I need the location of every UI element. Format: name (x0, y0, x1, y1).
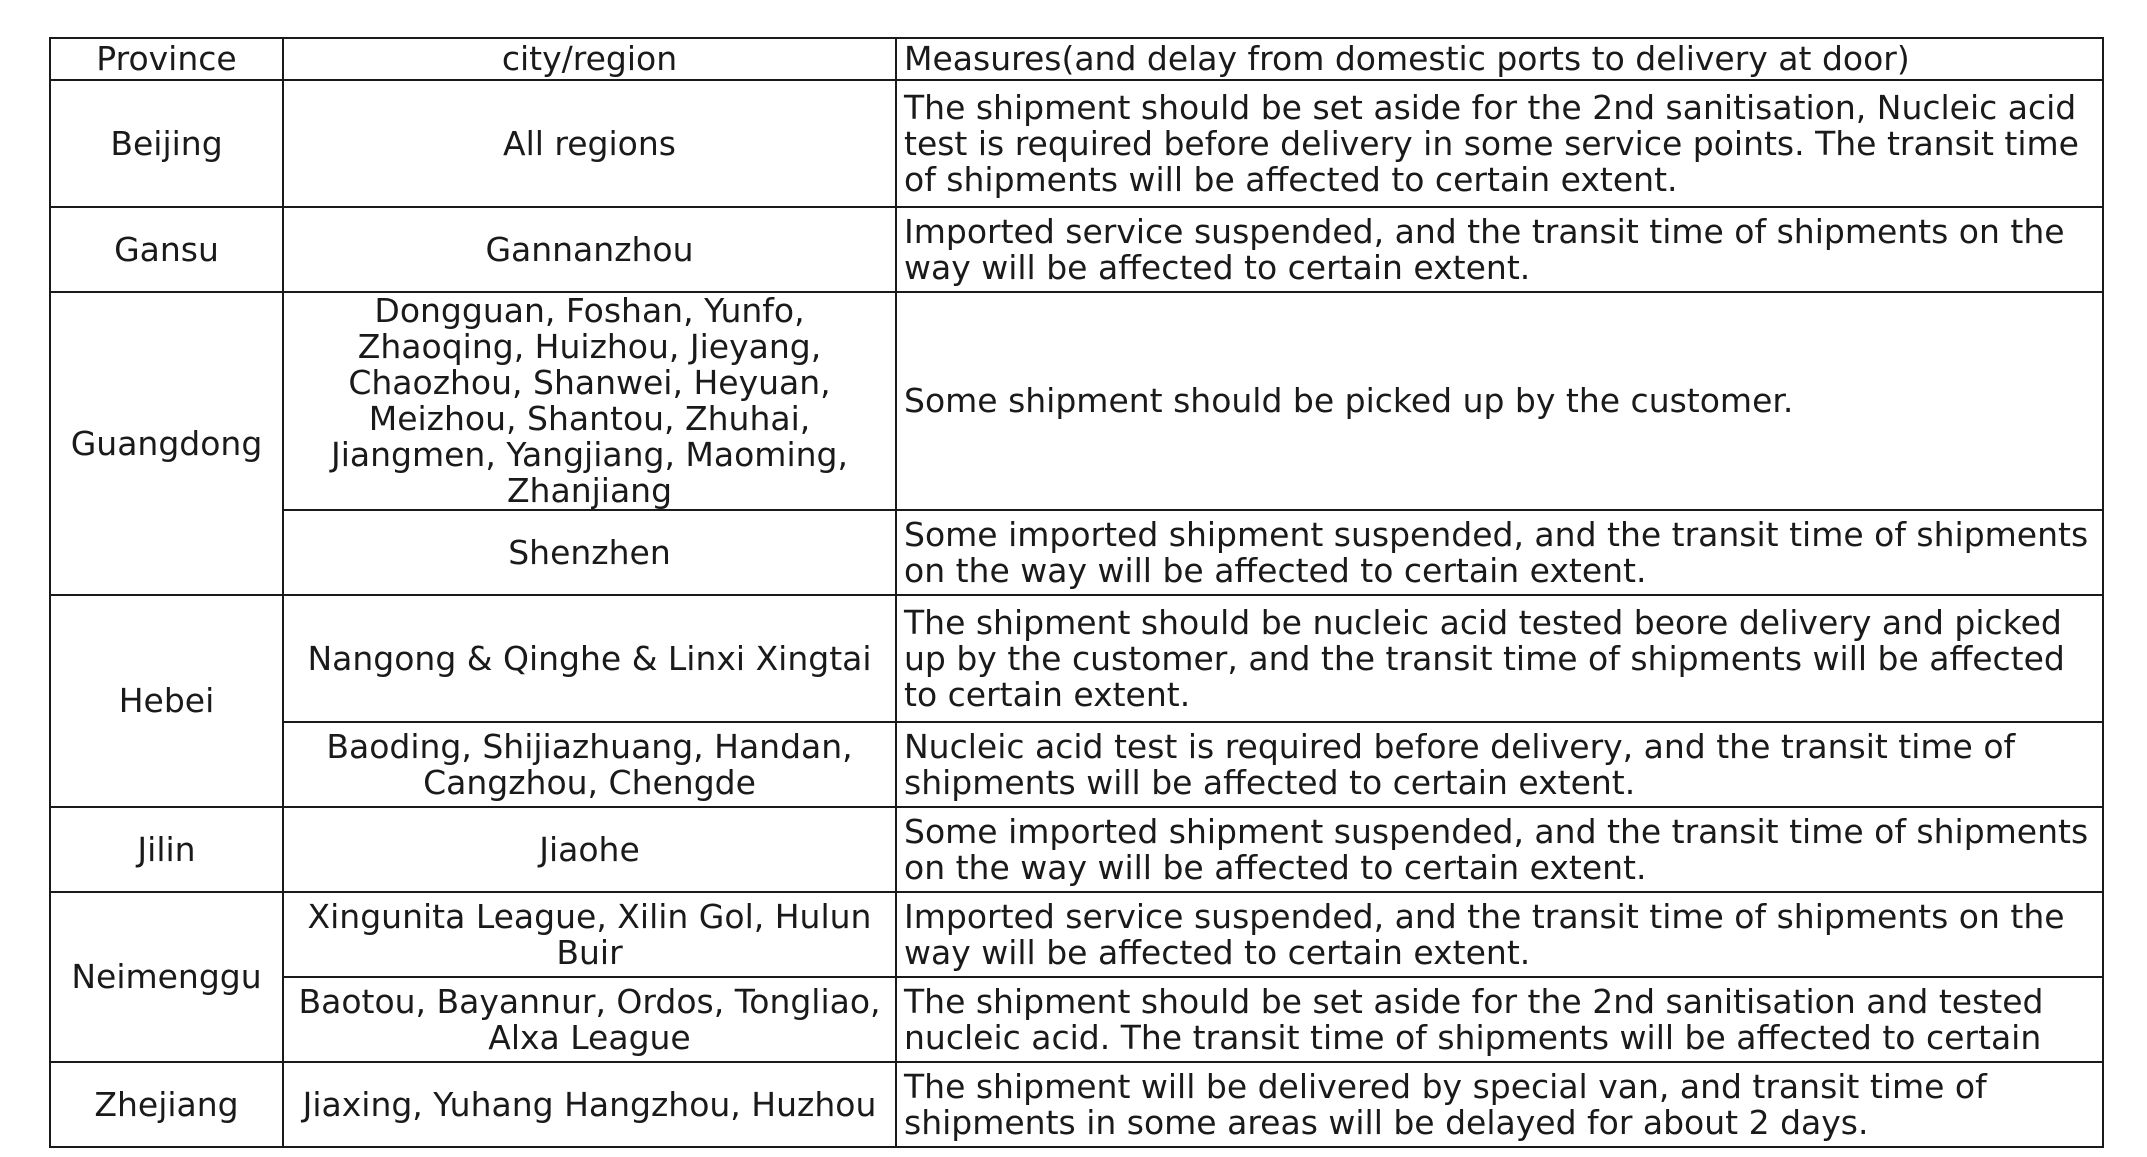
city-cell: Jiaohe (283, 807, 896, 892)
measures-cell: The shipment should be set aside for the 2nd sanitisation, Nucleic acid test is required before delivery in some service points. The transit time of shipments will be affected to certain extent. (896, 80, 2103, 207)
province-cell: Hebei (50, 595, 283, 807)
measures-cell: The shipment should be set aside for the 2nd sanitisation and tested nucleic acid. The transit time of shipments will be affected to certain (896, 977, 2103, 1062)
province-cell: Beijing (50, 80, 283, 207)
city-cell: All regions (283, 80, 896, 207)
table-row (50, 292, 2103, 510)
city-cell: Dongguan, Foshan, Yunfo, Zhaoqing, Huizhou, Jieyang, Chaozhou, Shanwei, Heyuan, Meizhou, Shantou, Zhuhai, Jiangmen, Yangjiang, Maoming, Zhanjiang (283, 292, 896, 510)
measures-cell: The shipment should be nucleic acid tested beore delivery and picked up by the customer, and the transit time of shipments will be affected to certain extent. (896, 595, 2103, 722)
measures-cell: Some imported shipment suspended, and the transit time of shipments on the way will be affected to certain extent. (896, 510, 2103, 595)
table-row (50, 207, 2103, 292)
city-cell: Nangong & Qinghe & Linxi Xingtai (283, 595, 896, 722)
table-row (50, 510, 2103, 595)
city-cell: Gannanzhou (283, 207, 896, 292)
measures-cell: Imported service suspended, and the transit time of shipments on the way will be affected to certain extent. (896, 207, 2103, 292)
province-cell: Gansu (50, 207, 283, 292)
city-cell: Xingunita League, Xilin Gol, Hulun Buir (283, 892, 896, 977)
province-cell: Neimenggu (50, 892, 283, 1062)
measures-cell: The shipment will be delivered by special van, and transit time of shipments in some areas will be delayed for about 2 days. (896, 1062, 2103, 1147)
table-row (50, 892, 2103, 977)
table-row (50, 80, 2103, 207)
province-cell: Zhejiang (50, 1062, 283, 1147)
table-row (50, 722, 2103, 807)
table-row (50, 595, 2103, 722)
table-row (50, 1062, 2103, 1147)
header-province: Province (50, 38, 283, 80)
city-cell: Baotou, Bayannur, Ordos, Tongliao, Alxa League (283, 977, 896, 1062)
header-measures: Measures(and delay from domestic ports to delivery at door) (896, 38, 2103, 80)
header-row (50, 38, 2103, 80)
city-cell: Shenzhen (283, 510, 896, 595)
header-city: city/region (283, 38, 896, 80)
measures-cell: Some imported shipment suspended, and the transit time of shipments on the way will be affected to certain extent. (896, 807, 2103, 892)
measures-cell: Imported service suspended, and the transit time of shipments on the way will be affected to certain extent. (896, 892, 2103, 977)
measures-table (49, 37, 2104, 1148)
table-row (50, 977, 2103, 1062)
city-cell: Jiaxing, Yuhang Hangzhou, Huzhou (283, 1062, 896, 1147)
measures-cell: Nucleic acid test is required before delivery, and the transit time of shipments will be affected to certain extent. (896, 722, 2103, 807)
city-cell: Baoding, Shijiazhuang, Handan, Cangzhou, Chengde (283, 722, 896, 807)
table-row (50, 807, 2103, 892)
measures-cell: Some shipment should be picked up by the customer. (896, 292, 2103, 510)
province-cell: Guangdong (50, 292, 283, 595)
province-cell: Jilin (50, 807, 283, 892)
